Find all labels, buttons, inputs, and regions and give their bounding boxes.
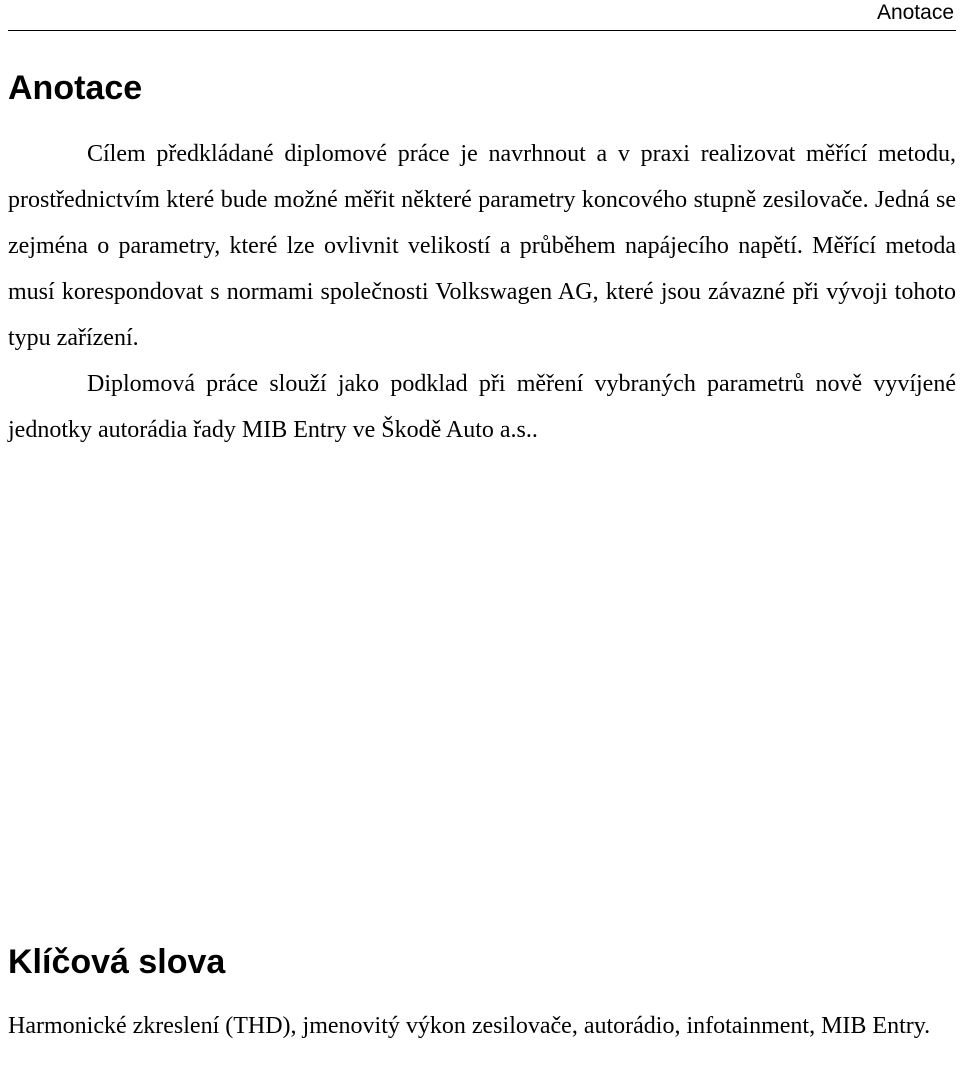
keywords-text: Harmonické zkreslení (THD), jmenovitý výkon zesilovače, autorádio, infotainment, MIB Entry. xyxy=(8,1013,931,1039)
abstract-heading: Anotace xyxy=(8,69,143,107)
running-header xyxy=(8,0,956,31)
abstract-paragraph: Diplomová práce slouží jako podklad při měření vybraných parametrů nově vyvíjené jednotky autorádia řady MIB Entry ve Škodě Auto a.s.. xyxy=(8,371,956,443)
keywords-body xyxy=(8,1003,956,1049)
abstract-body xyxy=(8,131,956,453)
running-header-title: Anotace xyxy=(876,1,954,24)
keywords-heading: Klíčová slova xyxy=(8,943,226,981)
abstract-paragraph: Cílem předkládané diplomové práce je navrhnout a v praxi realizovat měřící metodu, prostřednictvím které bude možné měřit některé parametry koncového stupně zesilovače. Jedná se zejména o parametry, které lze ovlivnit velikostí a průběhem napájecího napětí. Měřící metoda musí korespondovat s normami společnosti Volkswagen AG, které jsou závazné při vývoji tohoto typu zařízení. xyxy=(8,141,956,351)
